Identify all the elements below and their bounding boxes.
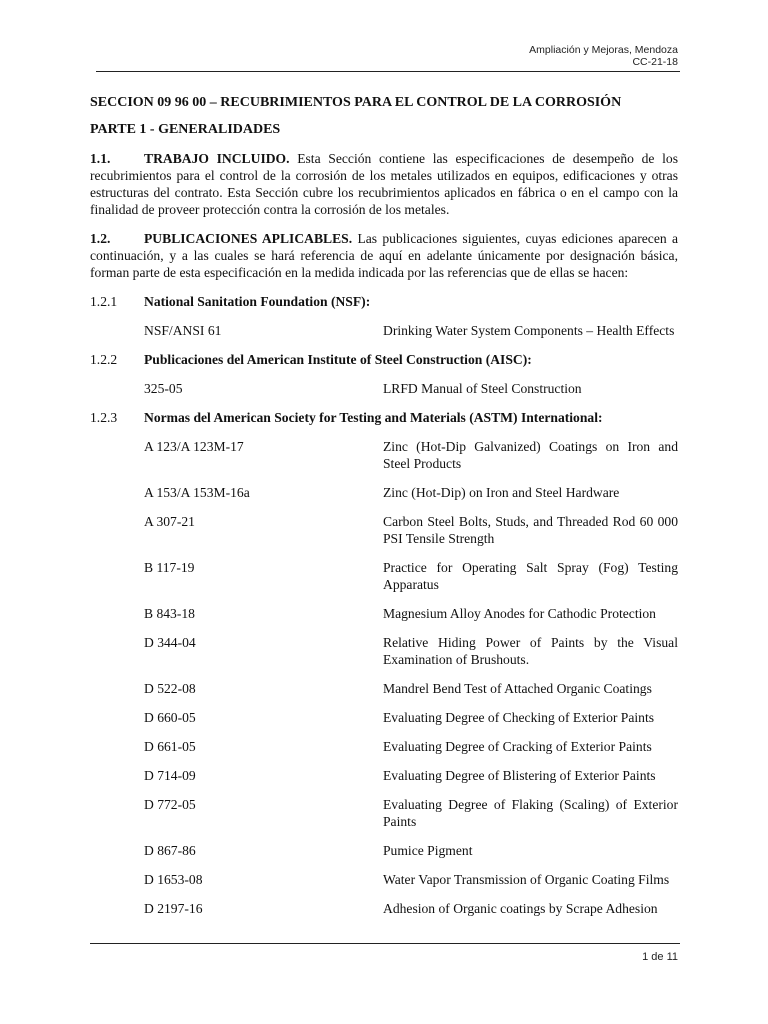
- reference-row: [90, 559, 678, 593]
- reference-description: Evaluating Degree of Cracking of Exterior Paints: [383, 739, 652, 754]
- reference-row: [90, 513, 678, 547]
- reference-description: Evaluating Degree of Blistering of Exterior Paints: [383, 768, 656, 783]
- subsection-number: 1.2.1: [90, 294, 118, 309]
- reference-description: Carbon Steel Bolts, Studs, and Threaded Rod 60 000 PSI Tensile Strength: [383, 514, 678, 546]
- reference-code: 325-05: [144, 381, 183, 396]
- reference-description: Adhesion of Organic coatings by Scrape Adhesion: [383, 901, 658, 916]
- reference-row: [90, 605, 678, 622]
- subsection-title: Publicaciones del American Institute of Steel Construction (AISC):: [144, 352, 532, 367]
- paragraph-number: 1.1.: [90, 151, 111, 166]
- reference-code: B 843-18: [144, 606, 195, 621]
- reference-description: LRFD Manual of Steel Construction: [383, 381, 582, 396]
- paragraph-lead: TRABAJO INCLUIDO.: [144, 151, 290, 166]
- subsection-1-2-2: [90, 351, 678, 368]
- subsection-1-2-1: [90, 293, 678, 310]
- paragraph-text: Esta Sección contiene las especificaciones de desempeño de los recubrimientos para el control de la corrosión de los metales utilizados en equipos, edificaciones y otras estructuras del contrato. Esta Sección cubre los recubrimientos aplicados en fábrica o en el campo con la finalidad de proveer protección contra la corrosión de los metales.: [90, 151, 678, 217]
- reference-code: D 660-05: [144, 710, 196, 725]
- reference-code: A 153/A 153M-16a: [144, 485, 250, 500]
- header-project: Ampliación y Mejoras, Mendoza: [529, 44, 678, 56]
- header-divider: [96, 71, 680, 72]
- reference-description: Water Vapor Transmission of Organic Coating Films: [383, 872, 670, 887]
- reference-row: [90, 767, 678, 784]
- reference-row: [90, 796, 678, 830]
- part-heading: PARTE 1 - GENERALIDADES: [90, 122, 281, 137]
- reference-description: Evaluating Degree of Checking of Exterior Paints: [383, 710, 655, 725]
- reference-description: Pumice Pigment: [383, 843, 473, 858]
- reference-code: B 117-19: [144, 560, 195, 575]
- reference-code: D 867-86: [144, 843, 196, 858]
- subsection-1-2-3: [90, 409, 678, 426]
- reference-row: [90, 680, 678, 697]
- subsection-number: 1.2.2: [90, 352, 118, 367]
- paragraph-1-1: [90, 150, 678, 218]
- subsection-number: 1.2.3: [90, 410, 118, 425]
- reference-row: [90, 709, 678, 726]
- reference-code: D 522-08: [144, 681, 196, 696]
- reference-code: NSF/ANSI 61: [144, 323, 222, 338]
- reference-row: [90, 484, 678, 501]
- reference-row: [90, 871, 678, 888]
- footer-divider: [90, 943, 680, 944]
- reference-code: A 307-21: [144, 514, 195, 529]
- paragraph-lead: PUBLICACIONES APLICABLES.: [144, 231, 353, 246]
- reference-row: [90, 842, 678, 859]
- reference-description: Zinc (Hot-Dip) on Iron and Steel Hardware: [383, 485, 620, 500]
- reference-code: D 714-09: [144, 768, 196, 783]
- reference-description: Practice for Operating Salt Spray (Fog) Testing Apparatus: [383, 560, 678, 592]
- subsection-title: Normas del American Society for Testing and Materials (ASTM) International:: [144, 410, 603, 425]
- reference-row: [90, 900, 678, 917]
- reference-code: D 344-04: [144, 635, 196, 650]
- paragraph-text: Las publicaciones siguientes, cuyas ediciones aparecen a continuación, y a las cuales se hará referencia de aquí en adelante únicamente por designación básica, forman parte de esta especificación en la medida indicada por las referencias que de ellas se hacen:: [90, 231, 679, 280]
- reference-code: D 2197-16: [144, 901, 203, 916]
- page-number: 1 de 11: [642, 951, 678, 963]
- reference-code: D 1653-08: [144, 872, 203, 887]
- subsection-title: National Sanitation Foundation (NSF):: [144, 294, 371, 309]
- reference-description: Relative Hiding Power of Paints by the Visual Examination of Brushouts.: [383, 635, 678, 667]
- paragraph-1-2: [90, 230, 678, 281]
- reference-description: Zinc (Hot-Dip Galvanized) Coatings on Iron and Steel Products: [383, 439, 678, 471]
- paragraph-number: 1.2.: [90, 231, 111, 246]
- reference-row: [90, 634, 678, 668]
- reference-description: Magnesium Alloy Anodes for Cathodic Protection: [383, 606, 656, 621]
- reference-row: [90, 322, 678, 339]
- header-contract-number: CC-21-18: [632, 56, 678, 68]
- reference-row: [90, 738, 678, 755]
- reference-description: Drinking Water System Components – Health Effects: [383, 323, 675, 338]
- reference-code: D 772-05: [144, 797, 196, 812]
- reference-code: A 123/A 123M-17: [144, 439, 244, 454]
- section-title: SECCION 09 96 00 – RECUBRIMIENTOS PARA EL CONTROL DE LA CORROSIÓN: [90, 95, 622, 110]
- reference-description: Mandrel Bend Test of Attached Organic Coatings: [383, 681, 652, 696]
- reference-row: [90, 380, 678, 397]
- reference-description: Evaluating Degree of Flaking (Scaling) of Exterior Paints: [383, 797, 678, 829]
- page-header: [529, 44, 678, 68]
- reference-row: [90, 438, 678, 472]
- document-body: [90, 94, 678, 929]
- reference-code: D 661-05: [144, 739, 196, 754]
